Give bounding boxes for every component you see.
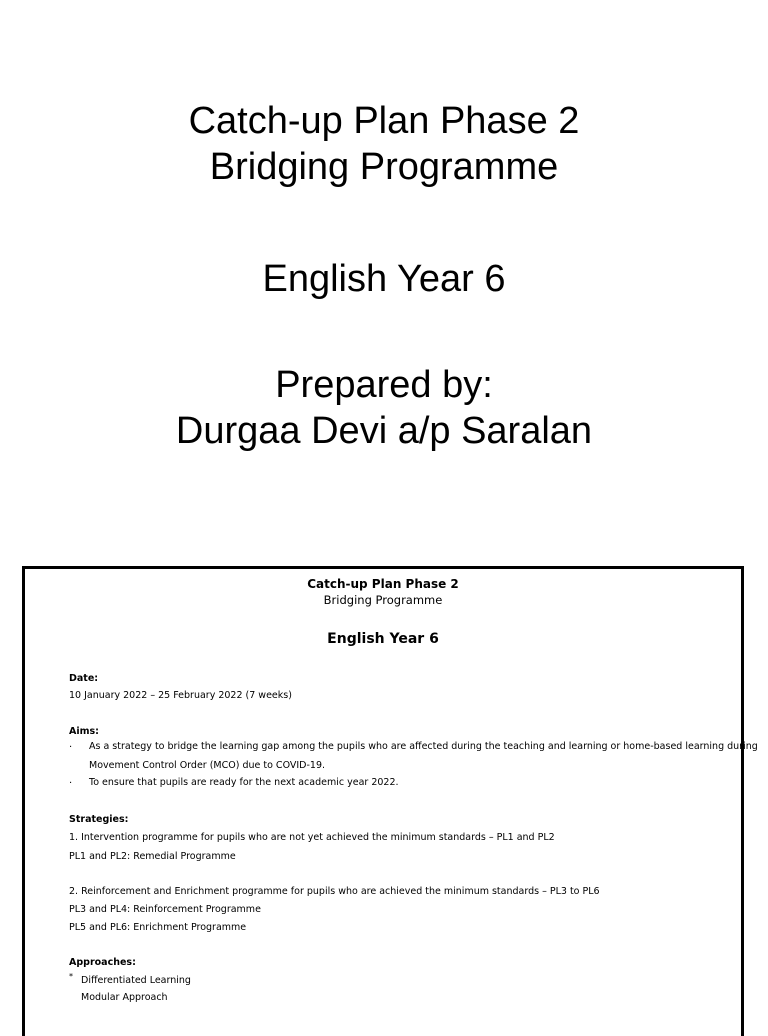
doc-title: Catch-up Plan Phase 2 (307, 577, 459, 591)
strategy-item: 1. Intervention programme for pupils who are not yet achieved the minimum standards – PL1 and PL2 (69, 832, 555, 843)
cover-author: Durgaa Devi a/p Saralan (175, 410, 593, 452)
strategy-item: PL3 and PL4: Reinforcement Programme (69, 904, 261, 915)
document-preview (22, 566, 758, 1036)
cover-subject (0, 256, 768, 302)
cover-title-line2: Bridging Programme (209, 146, 559, 188)
aim-item: To ensure that pupils are ready for the next academic year 2022. (89, 777, 399, 788)
bullet-icon: . (69, 775, 73, 786)
approach-item: Differentiated Learning (81, 975, 191, 986)
cover-subject-text: English Year 6 (262, 258, 506, 300)
aims-label: Aims: (69, 726, 99, 737)
date-label: Date: (69, 673, 99, 684)
bullet-icon: . (69, 739, 73, 750)
cover-title-line1: Catch-up Plan Phase 2 (188, 100, 580, 142)
doc-subtitle: Bridging Programme (323, 593, 443, 607)
strategy-item: PL5 and PL6: Enrichment Programme (69, 922, 247, 933)
strategy-item: PL1 and PL2: Remedial Programme (69, 851, 236, 862)
bullet-icon: * (69, 972, 73, 981)
approaches-label: Approaches: (69, 957, 136, 968)
cover-prepared-label: Prepared by: (275, 364, 493, 406)
date-value: 10 January 2022 – 25 February 2022 (7 weeks) (69, 690, 292, 701)
approach-item: Modular Approach (81, 992, 168, 1003)
aim-item-cont: Movement Control Order (MCO) due to COVID-19. (89, 760, 326, 771)
cover-title (0, 98, 768, 190)
doc-heading: English Year 6 (327, 631, 439, 647)
strategies-label: Strategies: (69, 814, 129, 825)
cover-author-block (0, 362, 768, 454)
aim-item: As a strategy to bridge the learning gap among the pupils who are affected during the teaching and learning or home-based learning during (89, 741, 758, 752)
strategy-item: 2. Reinforcement and Enrichment programme for pupils who are achieved the minimum standards – PL3 to PL6 (69, 886, 600, 897)
